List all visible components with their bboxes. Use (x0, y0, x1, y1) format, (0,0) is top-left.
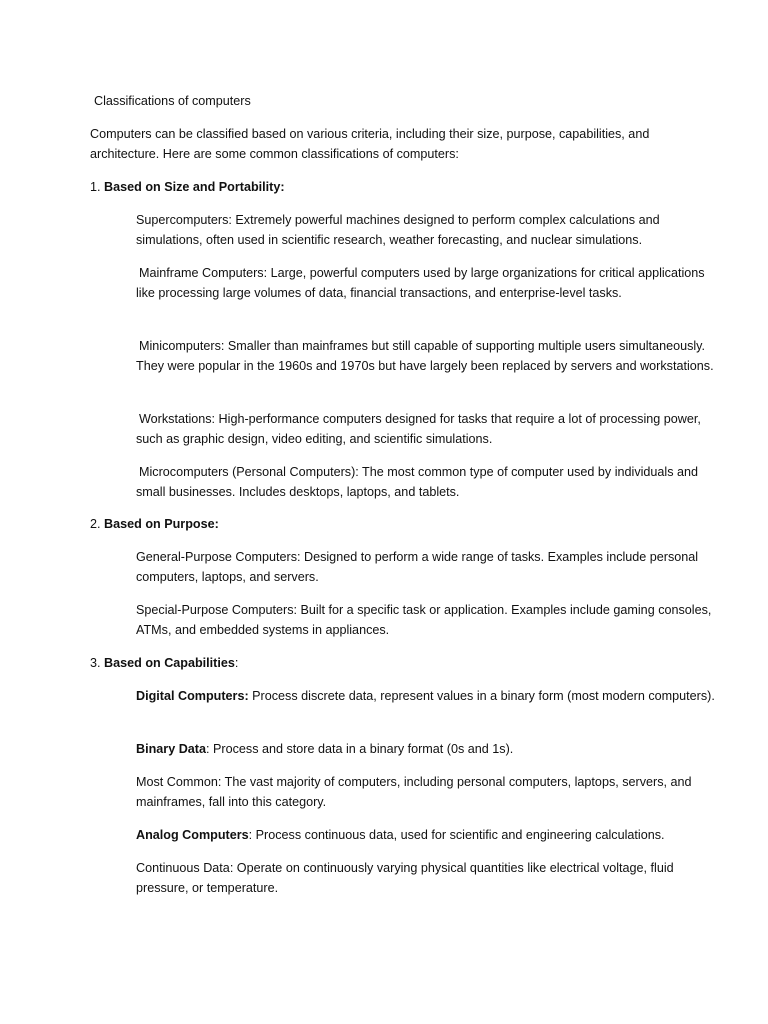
item-text: Continuous Data: Operate on continuously varying physical quantities like electrical voltage, fluid pressure, or temperature. (136, 861, 674, 895)
section-title: Based on Capabilities (104, 656, 235, 670)
item-text: : Process and store data in a binary format (0s and 1s). (206, 742, 514, 756)
list-item-digital-computers (136, 687, 716, 707)
list-item-mainframe (136, 264, 716, 304)
list-item-microcomputers (136, 463, 716, 503)
section-title-suffix: : (234, 656, 239, 670)
item-text: Workstations: High-performance computers designed for tasks that require a lot of processing power, such as graphic design, video editing, and scientific simulations. (136, 412, 701, 446)
list-item-general-purpose (136, 548, 716, 588)
list-item-binary-data (136, 740, 716, 760)
item-text: Minicomputers: Smaller than mainframes but still capable of supporting multiple users simultaneously. They were popular in the 1960s and 1970s but have largely been replaced by servers and workstations. (136, 339, 714, 373)
section-title: Based on Size and Portability: (104, 180, 285, 194)
section-title: Based on Purpose: (104, 517, 219, 531)
item-text: Microcomputers (Personal Computers): The most common type of computer used by individuals and small businesses. Includes desktops, laptops, and tablets. (136, 465, 699, 499)
section-number: 3. (90, 656, 101, 670)
item-text: Process discrete data, represent values in a binary form (most modern computers). (248, 689, 715, 703)
item-bold-label: Binary Data (136, 742, 206, 756)
list-item-special-purpose (136, 601, 716, 641)
item-text: Supercomputers: Extremely powerful machines designed to perform complex calculations and simulations, often used in scientific research, weather forecasting, and nuclear simulations. (136, 213, 660, 247)
section-heading-capabilities (90, 654, 238, 674)
list-item-workstations (136, 410, 716, 450)
document-title: Classifications of computers (94, 94, 251, 108)
item-text: Mainframe Computers: Large, powerful computers used by large organizations for critical applications like processing large volumes of data, financial transactions, and enterprise-level tasks. (136, 266, 705, 300)
section-heading-purpose (90, 515, 219, 535)
item-text: : Process continuous data, used for scientific and engineering calculations. (248, 828, 665, 842)
item-text: Special-Purpose Computers: Built for a specific task or application. Examples include gaming consoles, ATMs, and embedded systems in appliances. (136, 603, 712, 637)
list-item-minicomputers (136, 337, 716, 377)
section-number: 2. (90, 517, 101, 531)
list-item-continuous-data (136, 859, 716, 899)
item-bold-label: Digital Computers: (136, 689, 249, 703)
intro-paragraph: Computers can be classified based on various criteria, including their size, purpose, capabilities, and architecture. Here are some common classifications of computers: (90, 127, 650, 161)
item-text: General-Purpose Computers: Designed to perform a wide range of tasks. Examples include personal computers, laptops, and servers. (136, 550, 699, 584)
section-heading-size (90, 178, 285, 198)
list-item-most-common (136, 773, 716, 813)
section-number: 1. (90, 180, 101, 194)
item-text: Most Common: The vast majority of computers, including personal computers, laptops, servers, and mainframes, fall into this category. (136, 775, 692, 809)
item-bold-label: Analog Computers (136, 828, 249, 842)
list-item-supercomputers (136, 211, 716, 251)
list-item-analog-computers (136, 826, 716, 846)
